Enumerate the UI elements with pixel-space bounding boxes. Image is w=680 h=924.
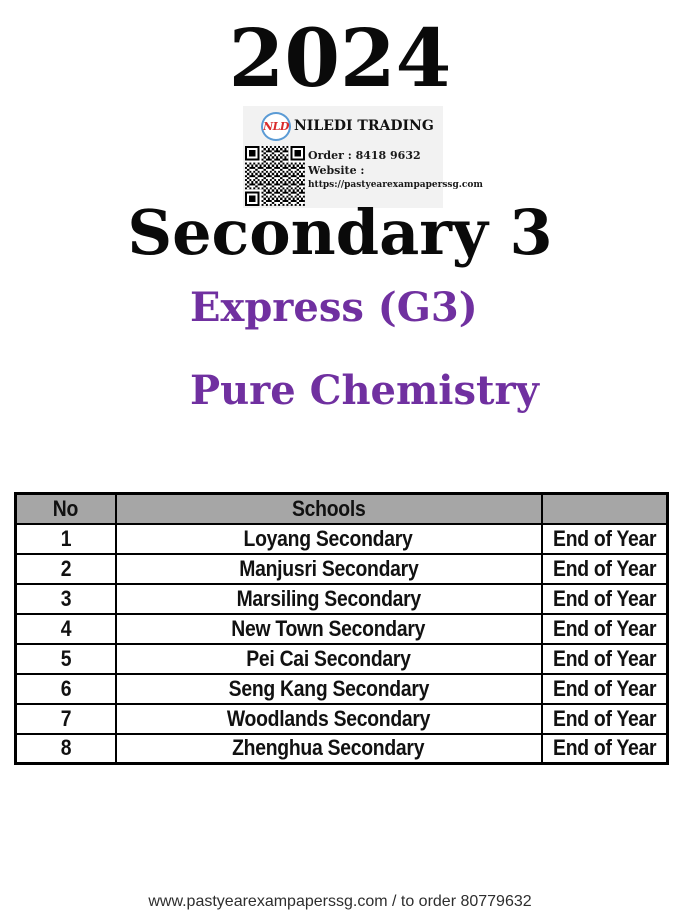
website-url: https://pastyearexampaperssg.com — [308, 180, 483, 190]
row-no — [16, 674, 116, 704]
level-title: Secondary 3 — [127, 196, 553, 269]
row-no — [16, 554, 116, 584]
school-name-value: Marsiling Secondary — [236, 585, 421, 611]
row-no — [16, 524, 116, 554]
exam-period-value: End of Year — [552, 645, 656, 671]
table-row — [16, 554, 668, 584]
school-name — [116, 614, 542, 644]
year-title: 2024 — [228, 11, 452, 105]
school-name — [116, 734, 542, 764]
subject-title: Pure Chemistry — [190, 367, 539, 414]
header-no — [16, 494, 116, 524]
vendor-name: NILEDI TRADING — [294, 118, 434, 134]
school-name-value: Pei Cai Secondary — [246, 645, 411, 671]
exam-period — [542, 584, 668, 614]
exam-period-value: End of Year — [552, 555, 656, 581]
row-no-value: 4 — [60, 615, 72, 641]
row-no — [16, 644, 116, 674]
table-row — [16, 584, 668, 614]
row-no-value: 8 — [60, 735, 72, 761]
exam-period — [542, 674, 668, 704]
school-name — [116, 584, 542, 614]
row-no-value: 1 — [60, 525, 72, 551]
row-no-value: 3 — [60, 585, 72, 611]
row-no — [16, 734, 116, 764]
school-name-value: Woodlands Secondary — [226, 705, 431, 731]
school-name-value: Zhenghua Secondary — [232, 735, 425, 761]
school-name-value: Loyang Secondary — [244, 525, 413, 551]
school-name-value: Seng Kang Secondary — [228, 675, 429, 701]
row-no-value: 6 — [60, 675, 72, 701]
school-name — [116, 704, 542, 734]
school-name — [116, 524, 542, 554]
table-row — [16, 524, 668, 554]
table-row — [16, 614, 668, 644]
exam-period — [542, 644, 668, 674]
exam-period-value: End of Year — [552, 585, 656, 611]
nld-logo-text: NLD — [263, 119, 289, 133]
header-schools — [116, 494, 542, 524]
school-name-value: Manjusri Secondary — [238, 555, 419, 581]
row-no-value: 2 — [60, 555, 72, 581]
school-name-value: New Town Secondary — [231, 615, 426, 641]
exam-period-value: End of Year — [552, 735, 656, 761]
table-row — [16, 704, 668, 734]
row-no-value: 7 — [60, 705, 72, 731]
row-no — [16, 584, 116, 614]
exam-period-value: End of Year — [552, 705, 656, 731]
website-label: Website : — [308, 164, 365, 177]
header-no-label: No — [53, 495, 79, 521]
exam-period — [542, 554, 668, 584]
header-exam — [542, 494, 668, 524]
footer-text: www.pastyearexampaperssg.com / to order 80779632 — [148, 893, 532, 910]
exam-period — [542, 734, 668, 764]
exam-period-value: End of Year — [552, 615, 656, 641]
order-line: Order : 8418 9632 — [308, 149, 421, 162]
table-row — [16, 644, 668, 674]
table-header-row — [16, 494, 668, 524]
exam-period — [542, 704, 668, 734]
schools-table — [14, 492, 669, 765]
nld-logo-circle — [261, 112, 291, 141]
vendor-logo-block — [243, 106, 483, 208]
row-no — [16, 704, 116, 734]
school-name — [116, 674, 542, 704]
header-schools-label: Schools — [291, 495, 366, 521]
exam-period — [542, 614, 668, 644]
table-row — [16, 674, 668, 704]
school-name — [116, 644, 542, 674]
brand-row — [261, 109, 443, 143]
exam-period — [542, 524, 668, 554]
exam-period-value: End of Year — [552, 675, 656, 701]
row-no-value: 5 — [60, 645, 72, 671]
school-name — [116, 554, 542, 584]
table-row — [16, 734, 668, 764]
stream-title: Express (G3) — [190, 284, 478, 331]
row-no — [16, 614, 116, 644]
exam-period-value: End of Year — [552, 525, 656, 551]
